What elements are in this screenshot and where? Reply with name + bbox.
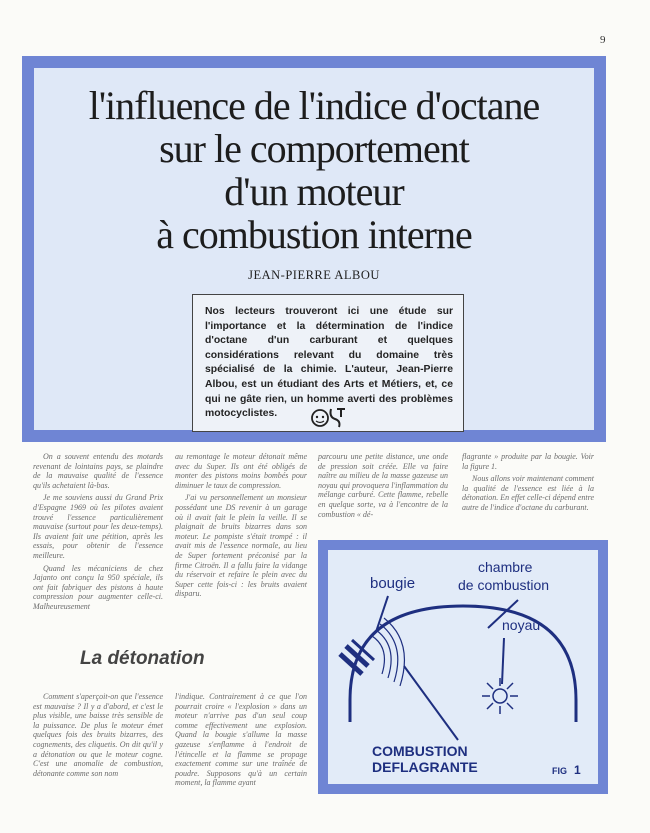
figure-number: 1: [574, 763, 581, 777]
paragraph: J'ai vu personnellement un monsieur possédant une DS revenir à un garage où il avait fait le plein la veille. Il se plaignait de bruits bizarres dans son moteur. Le pompiste s'était trompé : il avait mis de l'essence normale, au lieu de Super fortement préconisé par la firme Citroën. Il a fallu faire la vidange du réservoir et refaire le plein avec du Super cette fois-ci : les bruits avaient disparu.: [175, 493, 307, 599]
page-number: 9: [600, 34, 606, 46]
text-column: [462, 452, 594, 516]
intro-text: Nos lecteurs trouveront ici une étude sur l'importance et la détermination de l'indice d'octane d'un carburant et quelques considérations relevant du domaine très spécialisé de la chimie. L'auteur, Jean-Pierre Albou, est un étudiant des Arts et Métiers, et, ce qui ne gâte rien, un homme averti des problèmes motocyclistes.: [205, 306, 453, 420]
label-de-combustion: de combustion: [458, 577, 550, 593]
paragraph: Quand les mécaniciens de chez Jajanto ont conçu la 950 spéciale, ils ont fait fabriquer des pistons à haute compression pour augmenter celle-ci. Malheureusement: [33, 563, 163, 611]
title-panel: [34, 68, 594, 430]
article-title: [34, 84, 594, 256]
figure-frame: [318, 540, 608, 794]
intro-box: [192, 294, 464, 432]
paragraph: flagrante » produite par la bougie. Voir la figure 1.: [462, 452, 594, 471]
paragraph: Comment s'aperçoit-on que l'essence est mauvaise ? Il y a d'abord, et c'est le plus visible, une baisse très sensible de la puissance. De plus le moteur émet quelques fois des bruits bizarres, des cognements, des cliquetis. On dit qu'il y a détonation ou que le moteur cogne. C'est une anomalie de combustion, détonante comme son nom: [33, 692, 163, 778]
title-line: à combustion interne: [156, 212, 472, 257]
text-column: [33, 452, 163, 615]
paragraph: On a souvent entendu des motards revenant de lointains pays, se plaindre de la mauvaise qualité de l'essence qu'ils achetaient là-bas.: [33, 452, 163, 490]
paragraph: Nous allons voir maintenant comment la qualité de l'essence est liée à la détonation. En effet celle-ci dépend entre autre de l'indice d'octane du carburant.: [462, 474, 594, 512]
label-noyau: noyau: [502, 617, 541, 633]
figure-panel: [328, 550, 598, 784]
author-signature-logo-icon: [309, 405, 349, 429]
title-line: sur le comportement: [159, 126, 469, 171]
label-chambre: chambre: [478, 559, 533, 575]
paragraph: au remontage le moteur détonait même avec du Super. Ils ont été obligés de monter des pistons moins bombés pour diminuer le taux de compression.: [175, 452, 307, 490]
paragraph: parcouru une petite distance, une onde de pression soit créée. Elle va faire naître au milieu de la masse gazeuse un noyau qui provoquera l'inflammation du mélange carburé. Cette flamme, rebelle en quelque sorte, va à l'encontre de la combustion « dé-: [318, 452, 448, 519]
section-heading: La détonation: [80, 648, 205, 669]
combustion-diagram: [328, 550, 598, 784]
author-byline: JEAN-PIERRE ALBOU: [248, 268, 380, 282]
text-column: [175, 452, 307, 602]
title-line: l'influence de l'indice d'octane: [88, 83, 540, 128]
label-combustion: COMBUSTION: [372, 743, 468, 759]
label-deflagrante: DEFLAGRANTE: [372, 759, 478, 775]
text-column: [318, 452, 448, 522]
figure-label: FIG: [552, 766, 567, 776]
title-frame: [22, 56, 606, 442]
paragraph: Je me souviens aussi du Grand Prix d'Espagne 1969 où les pilotes avaient trouvé l'essence particulièrement mauvaise (surtout pour les deux-temps). Ils avaient fait une pétition, après les essais, pour obtenir de l'essence meilleure.: [33, 493, 163, 560]
text-column: [175, 692, 307, 791]
paragraph: l'indique. Contrairement à ce que l'on pourrait croire « l'explosion » dans un moteur n'arrive pas d'un seul coup comme effectivement une explosion. Quand la bougie s'allume la masse gazeuse s'enflamme à l'endroit de l'étincelle et la flamme se propage exactement comme sur une traînée de poudre. Supposons qu'à un certain moment, la flamme ayant: [175, 692, 307, 788]
nucleus-icon: [482, 678, 518, 714]
spark-plug-icon: [340, 640, 374, 674]
title-line: d'un moteur: [224, 169, 404, 214]
label-bougie: bougie: [370, 575, 416, 592]
text-column: [33, 692, 163, 781]
